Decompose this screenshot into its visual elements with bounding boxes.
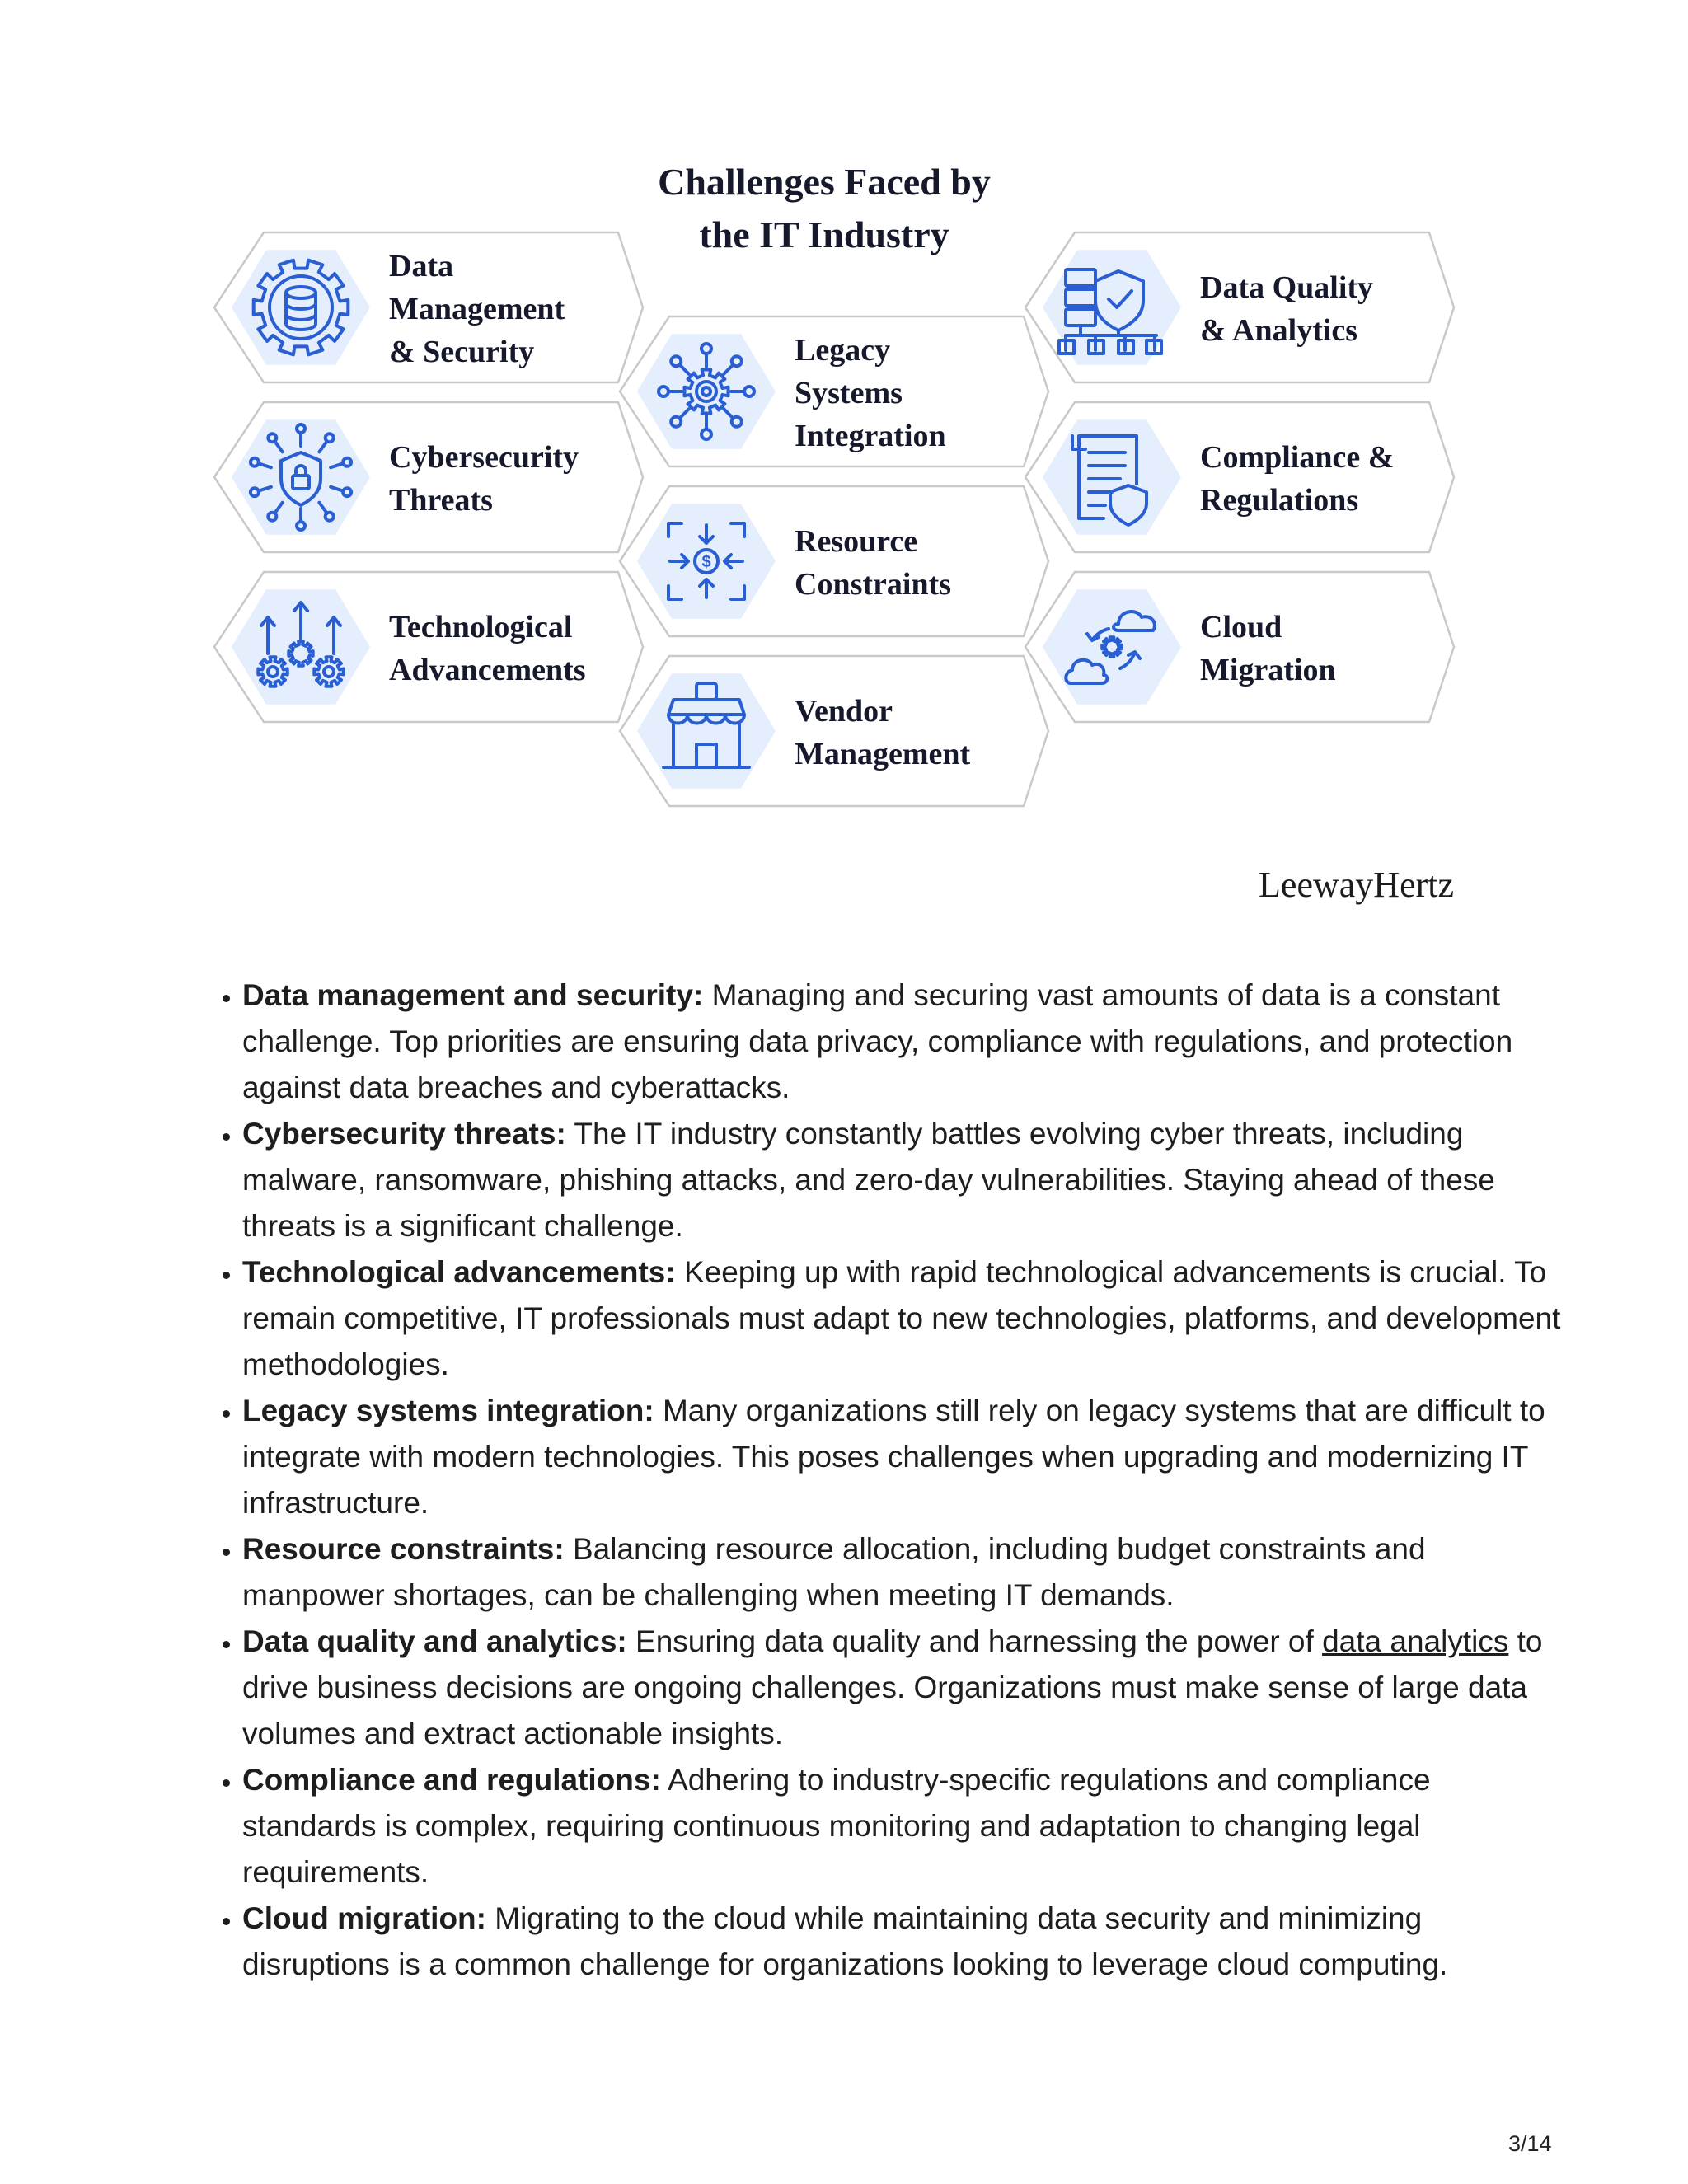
card-label-line: Data Quality xyxy=(1200,270,1374,305)
bullet-term: Legacy systems integration: xyxy=(242,1394,654,1427)
card-label-line: Advancements xyxy=(389,653,586,687)
card-label-line: & Analytics xyxy=(1200,313,1358,348)
card-gears-arrows-up xyxy=(214,572,643,722)
card-label-line: Legacy xyxy=(795,333,891,368)
data-analytics-link[interactable]: data analytics xyxy=(1322,1624,1509,1658)
challenges-list xyxy=(208,972,1561,1988)
bullet-term: Data quality and analytics: xyxy=(242,1624,627,1658)
card-label-line: Management xyxy=(795,737,971,771)
list-item-resource xyxy=(242,1526,1561,1619)
card-label-line: Migration xyxy=(1200,653,1336,687)
card-label-line: Data xyxy=(389,249,454,284)
bullet-text: Balancing resource allocation, including budget constraints and manpower shortages, can be challenging when meeting IT demands. xyxy=(242,1532,1426,1612)
list-item-legacy xyxy=(242,1388,1561,1526)
list-item-cybersecurity xyxy=(242,1111,1561,1249)
bullet-term: Cybersecurity threats: xyxy=(242,1117,566,1151)
list-item-compliance xyxy=(242,1757,1561,1896)
bullet-text: Adhering to industry-specific regulations and compliance standards is complex, requiring continuous monitoring and adaptation to changing legal requirements. xyxy=(242,1763,1431,1889)
card-label-line: Constraints xyxy=(795,567,952,602)
card-database-gear xyxy=(214,232,643,382)
page-number: 3/14 xyxy=(1508,2131,1552,2156)
list-item-data-quality xyxy=(242,1619,1561,1757)
card-label-line: Resource xyxy=(795,524,918,559)
bullet-term: Cloud migration: xyxy=(242,1901,486,1935)
card-network-gear xyxy=(620,316,1048,466)
card-server-shield-check xyxy=(1025,232,1454,382)
bullet-text: to drive business decisions are ongoing challenges. Organizations must make sense of large data volumes and extract actionable insights. xyxy=(242,1624,1543,1750)
list-item-data-management xyxy=(242,972,1561,1111)
card-label-line: Management xyxy=(389,292,565,326)
card-shield-lock-network xyxy=(214,402,643,552)
bullet-text: Ensuring data quality and harnessing the power of xyxy=(626,1624,1323,1658)
card-document-shield xyxy=(1025,402,1454,552)
card-dollar-arrows-inward xyxy=(620,486,1048,636)
card-label-line: & Security xyxy=(389,335,535,369)
card-label-line: Systems xyxy=(795,376,903,410)
card-label-line: Integration xyxy=(795,419,946,453)
diagram-title-line-1: Challenges Faced by xyxy=(658,161,991,203)
bullet-text: Many organizations still rely on legacy systems that are difficult to integrate with modern technologies. This poses challenges when upgrading and modernizing IT infrastructure. xyxy=(242,1394,1545,1520)
bullet-term: Resource constraints: xyxy=(242,1532,565,1566)
bullet-term: Technological advancements: xyxy=(242,1255,676,1289)
card-label-line: Regulations xyxy=(1200,483,1359,518)
list-item-cloud-migration xyxy=(242,1896,1561,1988)
bullet-term: Compliance and regulations: xyxy=(242,1763,661,1797)
challenges-diagram xyxy=(0,0,1688,931)
bullet-text: Migrating to the cloud while maintaining data security and minimizing disruptions is a common challenge for organizations looking to leverage cloud computing. xyxy=(242,1901,1448,1981)
card-label-line: Vendor xyxy=(795,694,893,729)
card-label-line: Cybersecurity xyxy=(389,440,579,475)
card-label-line: Threats xyxy=(389,483,493,518)
svg-text:$: $ xyxy=(701,553,711,571)
card-cloud-sync-gear xyxy=(1025,572,1454,722)
brand-logo-text: LeewayHertz xyxy=(1259,865,1454,905)
bullet-text: The IT industry constantly battles evolving cyber threats, including malware, ransomware, phishing attacks, and zero-day vulnerabilities. Staying ahead of these threats is a significant challenge. xyxy=(242,1117,1495,1243)
card-label-line: Compliance & xyxy=(1200,440,1395,475)
card-label-line: Technological xyxy=(389,610,573,644)
list-item-technological xyxy=(242,1249,1561,1388)
bullet-text: Managing and securing vast amounts of data is a constant challenge. Top priorities are ensuring data privacy, compliance with regulations, and protection against data breaches and cyberattacks. xyxy=(242,978,1513,1104)
diagram-title-line-2: the IT Industry xyxy=(699,213,950,255)
card-storefront xyxy=(620,656,1048,806)
card-label-line: Cloud xyxy=(1200,610,1282,644)
bullet-term: Data management and security: xyxy=(242,978,704,1012)
bullet-text: Keeping up with rapid technological advancements is crucial. To remain competitive, IT professionals must adapt to new technologies, platforms, and development methodologies. xyxy=(242,1255,1561,1381)
